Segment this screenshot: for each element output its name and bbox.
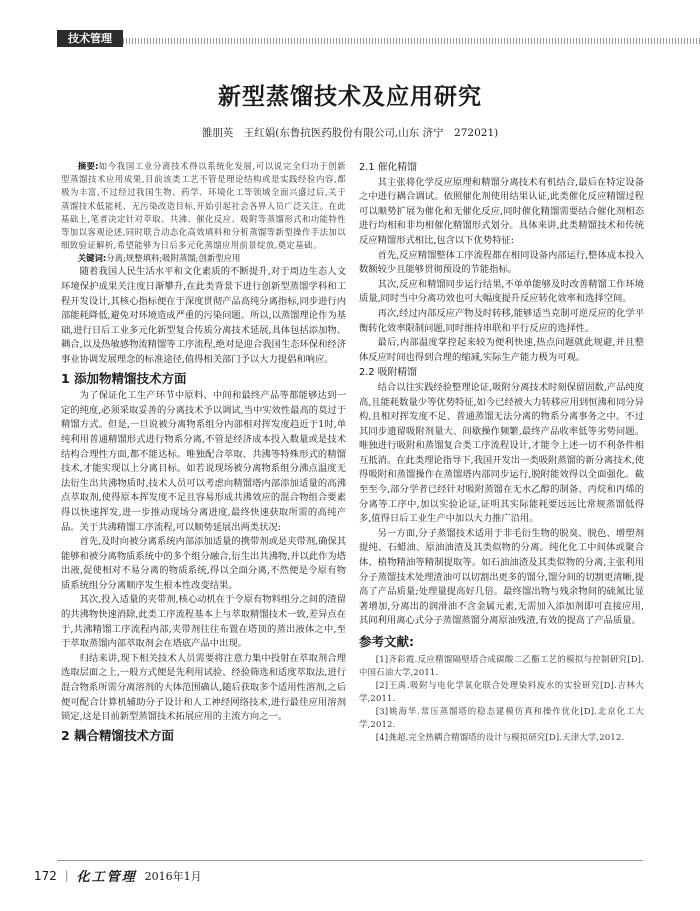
section-1-paragraph: 归结来讲,现下相关技术人员需要将注意力集中投射在萃取剂合理选取层面之上,一般方式便是先利用试验、经验筛选和适度萃取法,进行混合物系所需分离溶剂的大体范围确认,随后获取多个适用性溶剂,之后便可配合计算机辅助分子设计和人工神经网络技术,进行最佳应用溶剂锁定,这是目前新型蒸馏技术拓展应用的主流方向之一。 [61, 652, 346, 723]
section-2-2-heading: 2.2 吸附精馏 [359, 367, 417, 379]
reference-item: [1]齐彩霞.反应精馏隔壁塔合成碳酸二乙酯工艺的模拟与控制研究[D].中国石油大学,2011. [359, 653, 644, 677]
abstract-text: 如今我国工业分离技术得以系统化发展,可以说完全归功于创新型蒸馏技术应用成果,目前该类工艺不管是理论结构或是实践经验内容,都极为丰富,不过经过我国生物、药学、环境化工等领域全面兴盛过后,关于蒸馏技术低能耗、无污染改造目标,开始引起社会各界人员广泛关注。在此基础上,笔者决定针对萃取、共沸、催化反应、吸附等蒸馏形式和功能特性等加以客观论述,同时联合动态化高效填料和分析蒸馏等新型操作手法加以细致验证解析,希望能够为日后多元化蒸馏应用前景绽放,奠定基础。 [61, 161, 346, 251]
section-1-paragraph: 首先,及时向被分离系统内部添加适量的携带剂或是夹带剂,确保其能够和被分离物质系统中的多个组分融合,衍生出共沸物,并以此作为塔出液,促使相对不易分离的物质系统,得以全面分离,不然便是令原有物质系统组分分离顺序发生根本性改变结果。 [61, 536, 346, 591]
section-tag: 技术管理 [57, 30, 123, 47]
section-2-1-paragraph: 最后,内部温度掌控起来较为便利快速,热点问题就此规避,并且整体反应时间也得到合理的缩减,实际生产能力极为可观。 [359, 337, 644, 363]
section-2-2-paragraph: 另一方面,分子蒸馏技术适用于非毛衍生物的脱臭、脱色、增塑剂提纯、石蜡油、原油油渣及其类似物的分离。纯化化工中间体或聚合体、植物精油等精制提取等。如石油油渣及其类似物的分离,主张利用分子蒸馏技术处理渣油可以切割出更多的馏分,馏分间的切割更清晰,提高了产品质量;处理量提高好几倍。最终馏出物与残余物间的硫氮比显著增加,分离出的润滑油不含金属元素,无需加入添加剂即可直接应用,其间利用离心式分子蒸馏蒸馏分离原油残渣,有效的提高了产品质量。 [359, 527, 644, 627]
article-title: 新型蒸馏技术及应用研究 [218, 84, 482, 110]
section-1-paragraph: 为了保证化工生产环节中原料、中间和最终产品等都能够达到一定的纯度,必须采取妥善的分离技术予以调试,当中实效性最高的莫过于精馏方式。但是,一旦说被分离物系组分内部相对挥发度趋近于1时,单纯利用普通精馏形式进行物系分离,不管是经济成本投入数量或是技术结构合理性方面,都不能达标。唯独配合萃取、共沸等特殊形式的精馏技术,才能实现以上分离目标。如若说现场被分离物系组分沸点温度无法衍生出共沸物质时,技术人员可以考虑向精馏塔内部添加适量的高沸点萃取剂,使得原本挥发度不足且容易形成共沸效应的混合物组合要素得以快速挥发,进一步推动现场分离进度,最终快速获取所需的高纯产品。关于共沸精馏工序流程,可以顺势延展出两类状况: [61, 390, 346, 533]
article-authors: 雒朋英 王红娟(东鲁抗医药股份有限公司,山东 济宁 272021) [201, 127, 499, 139]
references-heading: 参考文献: [359, 634, 414, 649]
page-number: 172 [34, 868, 57, 883]
section-2-1-paragraph: 再次,经过内部反应产物及时转移,能够适当克制可逆反应的化学平衡转化效率限制问题,同时维持串联和平行反应的选择性。 [359, 307, 644, 334]
section-2-1-heading: 2.1 催化精馏 [359, 162, 417, 173]
abstract [61, 160, 346, 252]
reference-item: [4]龚超.完全热耦合精馏塔的设计与模拟研究[D].天津大学,2012. [375, 731, 625, 742]
left-column [61, 160, 346, 746]
journal-name: 化工管理 [76, 870, 137, 885]
footer-separator: | [64, 869, 69, 882]
section-2-1-paragraph: 其主张将化学反应原理和精馏分离技术有机结合,最后在特定设备之中进行耦合调试。依照催化剂使用结果认证,此类催化反应精馏过程可以顺势扩展为催化和无催化反应,同时催化精馏需要结合催化剂相态进行均相和非均相催化精馏形式划分。具体来讲,此类精馏技术和传统反应精馏形式相比,包含以下优势特征: [359, 176, 644, 246]
reference-item: [3]姚海华.常压蒸馏塔的稳态建模仿真和操作优化[D].北京化工大学,2012. [359, 705, 644, 729]
section-2-heading: 2 耦合精馏技术方面 [61, 727, 175, 743]
header-rule [123, 38, 700, 44]
intro-paragraph: 随着我国人民生活水平和文化素质的不断提升,对于周边生态人文环境保护成果关注度日渐攀升,在此类背景下进行创新型蒸馏学科和工程开发设计,其核心指标便在于深度贯彻产品高纯分离指标,同步进行内部能耗降低,避免对环境造成严重的污染问题。所以,以蒸馏理论作为基础,进行日后工业多元化新型复合传质分离技术延展,具体包括添加物、耦合,以及热敏感物流精馏等工序流程,绝对是迎合我国生态环保和经济事业协调发展理念的标准途径,值得相关部门予以大力提倡和响应。 [61, 266, 346, 365]
section-2-2-paragraph: 结合以往实践经验整理论证,吸附分离技术时刻保留固数,产品纯度高,且能耗数量少等优势特征,如今已经被大力转移应用到恒沸和同分异构,且相对挥发度不足、普通蒸馏无法分离的物系分离事务之中。不过其同步遗留吸附剂量大、间歇操作频繁,最终产品收率低等劣势问题。唯独进行吸附和蒸馏复合类工序流程设计,才能令上述一切不利条件相互抵消。在此类理论指导下,我国开发出一类吸附蒸馏的新分离技术,使得吸附和蒸馏操作在蒸馏塔内部同步运行,脱附能效得以全面强化。截至至今,部分学者已经针对吸附蒸馏在无水乙醇的制备、丙烷和丙烯的分离等工序中,加以实验论证,证明其实际能耗要远远比常规蒸馏低得多,值得日后工业生产中加以大力推广沿用。 [359, 381, 644, 525]
section-2-1-paragraph: 其次,反应和精馏同步运行结果,不单单能够及时改善精馏工作环境质量,同时当中分离功效也可大幅度提升反应转化效率和选择空间。 [359, 278, 644, 305]
keywords-label: 关键词: [77, 253, 107, 264]
section-2-1-paragraph: 首先,反应精馏整体工序流程都在相同设备内部运行,整体成本投入数额较少且能够贯彻预设的节能指标。 [359, 249, 644, 276]
reference-item: [2]王禹.吸附与电化学氧化联合处理染料废水的实验研究[D].吉林大学,2011. [359, 679, 644, 703]
footer [34, 866, 202, 885]
keywords [61, 252, 346, 265]
footer-rule [57, 860, 643, 861]
section-1-paragraph: 其次,投入适量的夹带剂,核心动机在于令原有物料组分之间的渣留的共沸物快速消除,此类工序流程基本上与萃取精馏技术一致,差异点在于,共沸精馏工序流程内部,夹带剂往往布置在塔顶的蒸出液体之中,至于萃取蒸馏内部萃取剂会在塔底产品中出现。 [61, 594, 346, 650]
right-column [359, 160, 644, 744]
section-1-heading: 1 添加物精馏技术方面 [61, 370, 187, 386]
issue-date: 2016年1月 [144, 869, 202, 883]
abstract-label: 摘要: [77, 161, 99, 171]
keywords-text: 分离;规整填料;吸附蒸馏;创新型应用 [106, 253, 241, 264]
